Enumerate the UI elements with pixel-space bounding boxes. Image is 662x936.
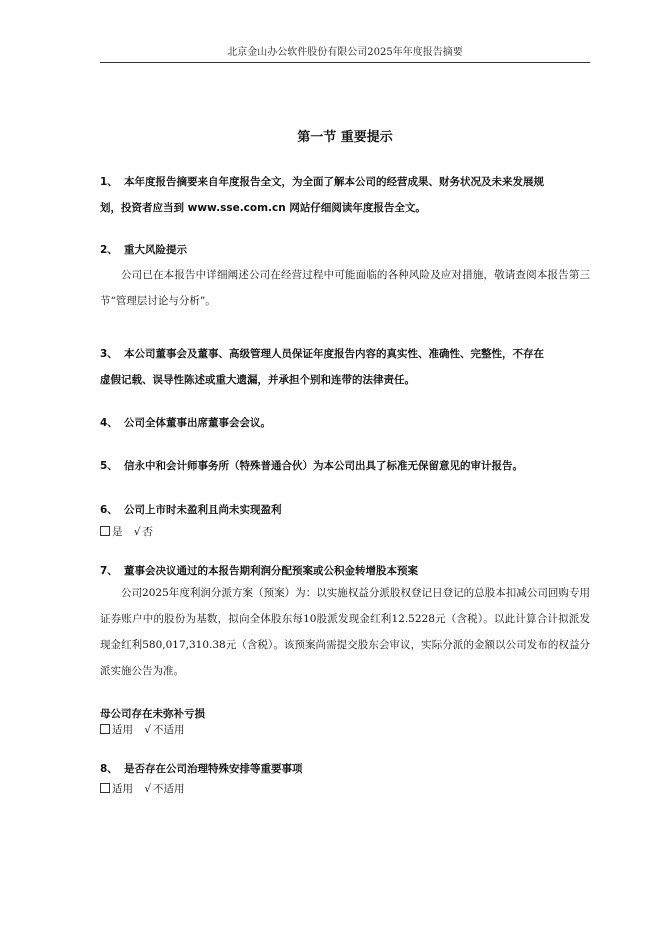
- item-4-number: 4、: [100, 417, 118, 429]
- item-1-line1: 本年度报告摘要来自年度报告全文，为全面了解本公司的经营成果、财务状况及未来发展规: [124, 176, 544, 188]
- option-not-applicable-label: 不适用: [153, 783, 185, 795]
- item-6-number: 6、: [100, 504, 118, 516]
- check-mark-icon: √: [144, 724, 152, 736]
- item-4: [100, 410, 590, 436]
- item-2-title: 重大风险提示: [124, 244, 187, 256]
- item-1: [100, 169, 590, 221]
- item-8-title: 是否存在公司治理特殊安排等重要事项: [124, 763, 303, 775]
- item-5: [100, 453, 590, 479]
- item-1-line2: 划，投资者应当到 www.sse.com.cn 网站仔细阅读年度报告全文。: [100, 202, 426, 214]
- item-5-number: 5、: [100, 460, 118, 472]
- header-rule: [100, 62, 590, 63]
- checkbox-empty-icon: [100, 724, 110, 734]
- item-3-line1: 本公司董事会及董事、高级管理人员保证年度报告内容的真实性、准确性、完整性，不存在: [124, 348, 544, 360]
- item-5-title: 信永中和会计师事务所（特殊普通合伙）为本公司出具了标准无保留意见的审计报告。: [124, 460, 523, 472]
- item-8-number: 8、: [100, 763, 118, 775]
- item-6-options: [100, 523, 153, 541]
- check-mark-icon: √: [133, 526, 141, 538]
- parent-loss-heading: 母公司存在未弥补亏损: [100, 708, 205, 720]
- option-applicable-label: 适用: [112, 724, 133, 736]
- item-6-heading: [100, 497, 590, 523]
- item-2-heading: [100, 237, 590, 263]
- check-mark-icon: √: [144, 783, 152, 795]
- option-applicable-label: 适用: [112, 783, 133, 795]
- checkbox-empty-icon: [100, 783, 110, 793]
- page-header: 北京金山办公软件股份有限公司2025年年度报告摘要: [227, 47, 463, 58]
- item-3: [100, 341, 590, 393]
- option-no-label: 否: [142, 526, 154, 538]
- item-6-title: 公司上市时未盈利且尚未实现盈利: [124, 504, 282, 516]
- item-7-number: 7、: [100, 565, 118, 577]
- item-3-number: 3、: [100, 348, 118, 360]
- item-4-title: 公司全体董事出席董事会会议。: [124, 417, 271, 429]
- item-2-number: 2、: [100, 244, 118, 256]
- section-title: 第一节 重要提示: [297, 130, 393, 145]
- item-8-options: [100, 780, 185, 798]
- item-7-title: 董事会决议通过的本报告期利润分配预案或公积金转增股本预案: [124, 565, 418, 577]
- item-2-text: 公司已在本报告中详细阐述公司在经营过程中可能面临的各种风险及应对措施，敬请查阅本报告第三节“管理层讨论与分析”。: [100, 269, 590, 307]
- item-1-number: 1、: [100, 176, 118, 188]
- parent-loss-options: [100, 721, 185, 739]
- option-not-applicable-label: 不适用: [153, 724, 185, 736]
- item-8-heading: [100, 756, 590, 782]
- checkbox-empty-icon: [100, 526, 110, 536]
- option-yes-label: 是: [112, 526, 123, 538]
- item-3-line2: 虚假记载、误导性陈述或重大遗漏，并承担个别和连带的法律责任。: [100, 374, 415, 386]
- item-7-text: 公司2025年度利润分派方案（预案）为：以实施权益分派股权登记日登记的总股本扣减公司回购专用证券账户中的股份为基数，拟向全体股东每10股派发现金红利12.5228元（含税）。以此计算合计拟派发现金红利580,017,310.38元（含税）。该预案尚需提交股东会审议，实际分派的金额以公司发布的权益分派实施公告为准。: [100, 587, 590, 677]
